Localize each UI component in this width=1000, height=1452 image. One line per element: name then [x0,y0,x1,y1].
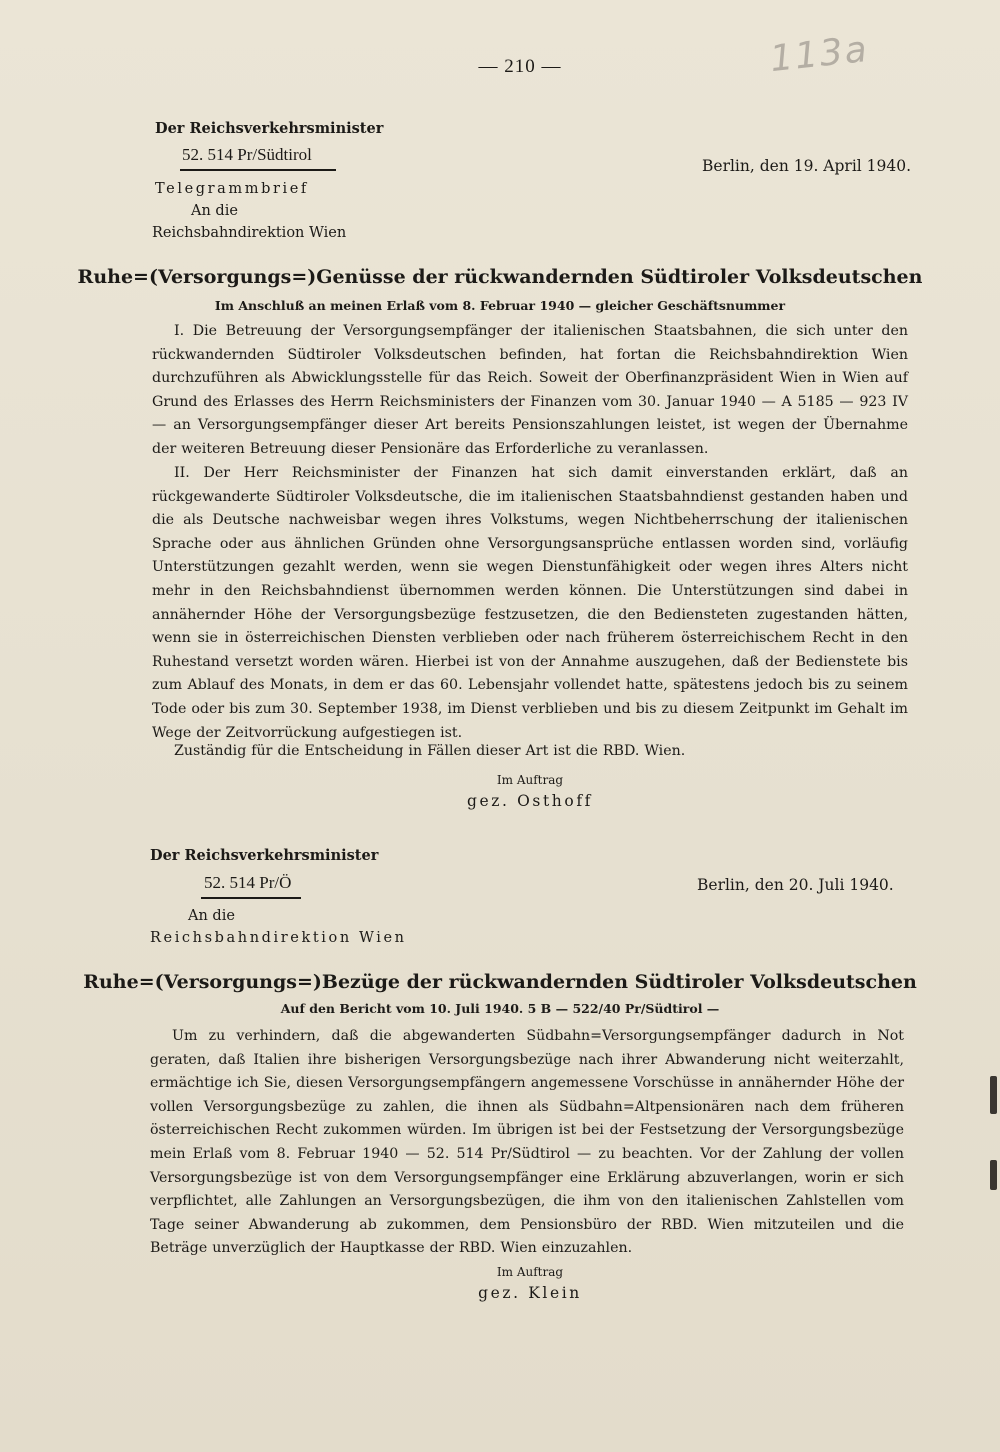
letter-1-reference: 52. 514 Pr/Südtirol [182,145,312,164]
scan-edge-mark [990,1076,997,1114]
letter-1-sender: Der Reichsverkehrsminister [155,120,384,137]
page-number: — 210 — [478,56,562,77]
scan-edge-mark [990,1160,997,1190]
letter-2-reference-underline [201,897,301,899]
letter-1-reference-underline [180,169,336,171]
letter-1-im-auftrag: Im Auftrag [496,773,564,787]
letter-2-sender: Der Reichsverkehrsminister [150,847,379,864]
letter-2-signature: gez. Klein [478,1284,582,1302]
handwritten-archive-note: 113a [768,28,871,81]
letter-1-title: Ruhe=(Versorgungs=)Genüsse der rückwandernden Südtiroler Volksdeutschen [77,266,923,288]
letter-2-paragraph-1: Um zu verhindern, daß die abgewanderten Südbahn=Versorgungsempfänger dadurch in Not geraten, daß Italien ihre bisherigen Versorgungsbezüge nach ihrer Abwanderung nicht weiterzahlt, ermächtige ich Sie, diesen Versorgungsempfängern angemessene Vorschüsse in annähernder Höhe der vollen Versorgungsbezüge zu zahlen, die ihnen als Südbahn=Altpensionären nach dem früheren österreichischen Recht zukommen würden. Im übrigen ist bei der Festsetzung der Versorgungsbezüge mein Erlaß vom 8. Februar 1940 — 52. 514 Pr/Südtirol — zu beachten. Vor der Zahlung der vollen Versorgungsbezüge ist von dem Versorgungsempfänger eine Erklärung abzuverlangen, worin er sich verpflichtet, alle Zahlungen an Versorgungsbezügen, die ihm von den italienischen Zahlstellen vom Tage seiner Abwanderung ab zukommen, dem Pensionsbüro der RBD. Wien mitzuteilen und die Beträge unverzüglich der Hauptkasse der RBD. Wien einzuzahlen. [150,1028,904,1257]
letter-1-subtitle: Im Anschluß an meinen Erlaß vom 8. Februar 1940 — gleicher Geschäftsnummer [214,298,786,313]
letter-1-recipient: Reichsbahndirektion Wien [152,225,347,241]
letter-1-to: An die [191,203,238,219]
letter-2-subtitle: Auf den Bericht vom 10. Juli 1940. 5 B — 522/40 Pr/Südtirol — [280,1001,720,1016]
letter-2-recipient: Reichsbahndirektion Wien [150,930,407,946]
letter-2-im-auftrag: Im Auftrag [496,1265,564,1279]
letter-1-type: Telegrammbrief [155,181,309,197]
letter-2-to: An die [188,908,235,924]
letter-1-signature: gez. Osthoff [467,792,593,810]
letter-1-paragraph-3: Zuständig für die Entscheidung in Fällen dieser Art ist die RBD. Wien. [174,743,686,759]
letter-2-place-date: Berlin, den 20. Juli 1940. [697,876,894,894]
letter-1-paragraph-1: I. Die Betreuung der Versorgungsempfänger der italienischen Staatsbahnen, die sich unter den rückwandernden Südtiroler Volksdeutschen befinden, hat fortan die Reichsbahndirektion Wien durchzuführen als Abwicklungsstelle für das Reich. Soweit der Oberfinanzpräsident Wien in Wien auf Grund des Erlasses des Herrn Reichsministers der Finanzen vom 30. Januar 1940 — A 5185 — 923 IV — an Versorgungsempfänger dieser Art bereits Pensionszahlungen leistet, ist wegen der Übernahme der weiteren Betreuung dieser Pensionäre das Erforderliche zu veranlassen. [152,323,908,457]
letter-1-paragraph-2: II. Der Herr Reichsminister der Finanzen hat sich damit einverstanden erklärt, daß an rückgewanderte Südtiroler Volksdeutsche, die im italienischen Staatsbahndienst gestanden haben und die als Deutsche nachweisbar wegen ihres Volkstums, wegen Nichtbeherrschung der italienischen Sprache oder aus ähnlichen Gründen ohne Versorgungsansprüche entlassen worden sind, vorläufig Unterstützungen gezahlt werden, wenn sie wegen Dienstunfähigkeit oder wegen ihres Alters nicht mehr in den Reichsbahndienst übernommen werden können. Die Unterstützungen sind dabei in annähernder Höhe der Versorgungsbezüge festzusetzen, die den Bediensteten zugestanden hätten, wenn sie in österreichischen Diensten verblieben oder nach früherem österreichischem Recht in den Ruhestand versetzt worden wären. Hierbei ist von der Annahme auszugehen, daß der Bedienstete bis zum Ablauf des Monats, in dem er das 60. Lebensjahr vollendet hatte, spätestens jedoch bis zu seinem Tode oder bis zum 30. September 1938, im Dienst verblieben und bis zu diesem Zeitpunkt im Gehalt im Wege der Zeitvorrückung aufgestiegen ist. [152,465,908,741]
letter-2-title: Ruhe=(Versorgungs=)Bezüge der rückwandernden Südtiroler Volksdeutschen [83,971,917,993]
letter-2-reference: 52. 514 Pr/Ö [204,873,292,892]
letter-1-place-date: Berlin, den 19. April 1940. [702,157,912,175]
